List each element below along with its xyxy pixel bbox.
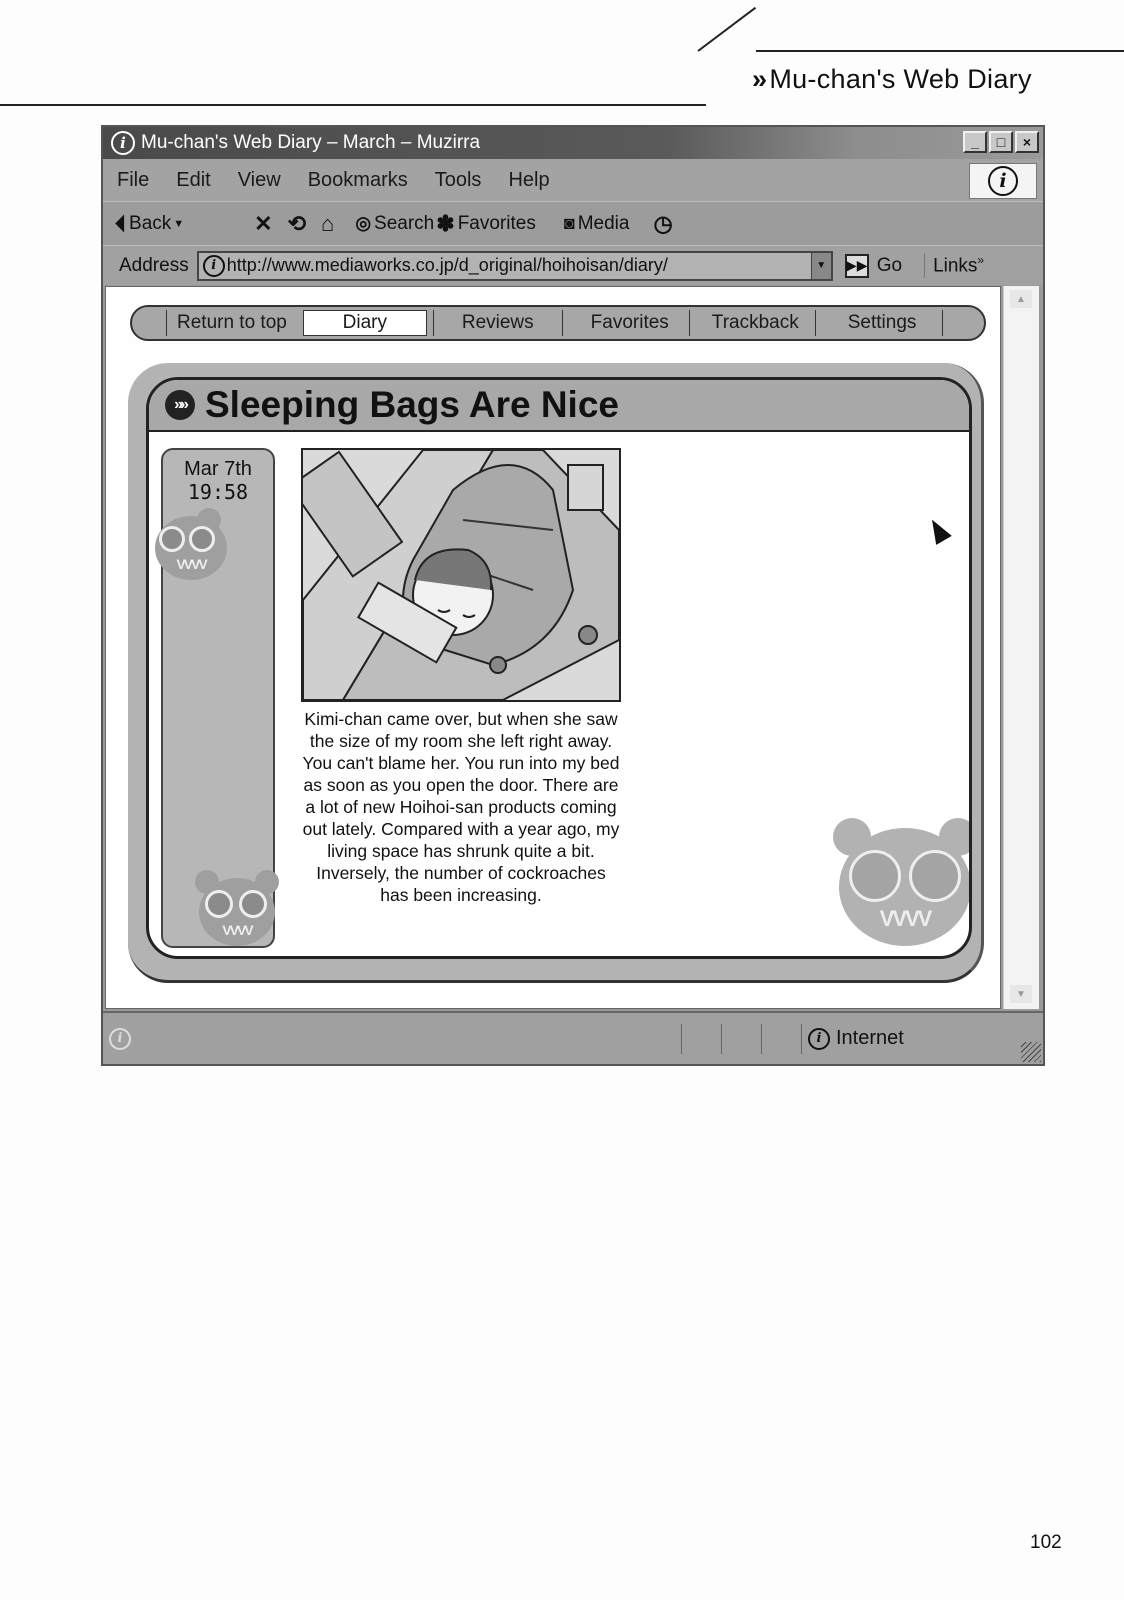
- scroll-up-icon[interactable]: ▲: [1010, 290, 1032, 308]
- menu-file[interactable]: File: [117, 168, 150, 191]
- mascot-teeth: VVVV: [176, 556, 206, 573]
- home-icon: ⌂: [321, 210, 335, 236]
- mascot-eye: [849, 850, 901, 902]
- page-viewport: [105, 286, 1001, 1009]
- navigation-toolbar: [103, 201, 1043, 245]
- entry-header: [149, 380, 969, 432]
- diary-entry-frame: [128, 363, 984, 983]
- mouse-cursor-icon: [924, 515, 952, 545]
- maximize-button[interactable]: □: [989, 131, 1013, 153]
- mascot-eye: [159, 526, 185, 552]
- entry-date-column: [161, 448, 275, 948]
- nav-reviews[interactable]: Reviews: [433, 310, 562, 336]
- status-cell: [761, 1024, 801, 1054]
- page-favicon-icon: i: [203, 255, 225, 277]
- links-button[interactable]: [924, 253, 984, 277]
- go-button[interactable]: [845, 254, 902, 278]
- back-label: Back: [129, 212, 172, 234]
- media-button[interactable]: [564, 213, 630, 235]
- muzirra-logo-large-icon: i: [988, 166, 1018, 196]
- mascot-eye: [205, 890, 233, 918]
- home-button[interactable]: [321, 211, 337, 237]
- history-button[interactable]: [653, 211, 675, 237]
- title-bar[interactable]: [103, 127, 1043, 159]
- window-title: Mu-chan's Web Diary – March – Muzirra: [141, 132, 481, 153]
- favorites-label: Favorites: [457, 212, 536, 234]
- mascot-eye: [909, 850, 961, 902]
- status-cell: [681, 1024, 721, 1054]
- menu-help[interactable]: Help: [508, 168, 550, 191]
- address-input[interactable]: [197, 251, 833, 281]
- media-icon: ◙: [563, 213, 575, 233]
- address-url: http://www.mediaworks.co.jp/d_original/hoihoisan/diary/: [226, 255, 668, 275]
- history-clock-icon: ◷: [653, 210, 673, 236]
- back-button[interactable]: [115, 211, 184, 237]
- entry-title: Sleeping Bags Are Nice: [205, 384, 619, 425]
- address-bar: [103, 245, 1043, 285]
- entry-body-text: Kimi-chan came over, but when she saw the size of my room she left right away. You can't blame her. You run into my bed as soon as you open the door. There are a lot of new Hoihoi-san products coming out lately. Compared with a year ago, my living space has shrunk quite a bit. Inversely, the number of cockroaches has been increasing.: [302, 709, 620, 905]
- address-dropdown-icon[interactable]: ▼: [811, 253, 831, 279]
- nav-settings[interactable]: Settings: [815, 310, 944, 336]
- status-page-icon: i: [109, 1028, 131, 1050]
- mascot-watermark-icon: [839, 828, 971, 946]
- media-label: Media: [577, 212, 630, 234]
- mascot-ear: [939, 818, 972, 856]
- search-button[interactable]: [355, 213, 434, 235]
- entry-illustration[interactable]: [301, 448, 621, 702]
- page-header-title: [752, 64, 1032, 95]
- favorites-button[interactable]: [436, 211, 536, 237]
- go-label: Go: [876, 254, 903, 276]
- menu-bookmarks[interactable]: Bookmarks: [307, 168, 408, 191]
- zone-label: Internet: [836, 1027, 904, 1049]
- links-label: Links: [933, 255, 978, 277]
- entry-date: Mar 7th: [184, 458, 252, 480]
- window-controls: [963, 131, 1039, 153]
- browser-throbber: [969, 163, 1037, 199]
- menu-tools[interactable]: Tools: [434, 168, 482, 191]
- entry-bullet-icon: »»: [165, 390, 195, 420]
- nav-return-to-top[interactable]: Return to top: [166, 310, 297, 336]
- header-rule-slash: [697, 7, 756, 52]
- links-chevron-icon: »: [977, 253, 985, 268]
- diary-entry: [146, 377, 972, 959]
- resize-grip-icon[interactable]: [1021, 1042, 1041, 1062]
- security-zone: [801, 1024, 904, 1054]
- mascot-bottom-icon: [199, 878, 275, 946]
- back-dropdown-icon[interactable]: ▼: [173, 217, 185, 230]
- menu-view[interactable]: View: [237, 168, 281, 191]
- double-chevron-icon: »: [752, 64, 768, 94]
- sleeping-bag-drawing: [303, 450, 619, 700]
- mascot-teeth: VVVV: [222, 921, 252, 938]
- nav-favorites[interactable]: Favorites: [562, 310, 689, 336]
- header-rule-left: [0, 104, 706, 106]
- zone-icon: i: [808, 1028, 830, 1050]
- header-rule-right: [756, 50, 1124, 52]
- back-arrow-icon: ⏴: [115, 210, 127, 236]
- muzirra-logo-icon: i: [111, 131, 135, 155]
- stop-icon: ✕: [254, 210, 273, 236]
- go-arrow-icon: ▶▶: [845, 254, 869, 278]
- refresh-button[interactable]: [288, 211, 309, 237]
- vertical-scrollbar[interactable]: [1003, 286, 1039, 1009]
- menu-edit[interactable]: Edit: [176, 168, 211, 191]
- mascot-teeth: VVVV: [879, 905, 931, 931]
- status-cell: [721, 1024, 761, 1054]
- refresh-icon: ⟲: [287, 210, 307, 236]
- nav-trackback[interactable]: Trackback: [689, 310, 815, 336]
- close-button[interactable]: ×: [1015, 131, 1039, 153]
- site-navigation: [130, 305, 986, 341]
- mascot-ear: [833, 818, 871, 856]
- mascot-top-icon: [155, 516, 227, 580]
- status-bar: [103, 1011, 1043, 1064]
- menu-bar: [103, 159, 1043, 201]
- address-label: Address: [119, 254, 189, 276]
- eye-icon: ◎: [355, 213, 372, 233]
- page-number: 102: [1030, 1532, 1062, 1553]
- minimize-button[interactable]: _: [963, 131, 987, 153]
- flower-icon: ✽: [436, 210, 455, 236]
- scroll-down-icon[interactable]: ▼: [1010, 985, 1032, 1003]
- mascot-eye: [189, 526, 215, 552]
- stop-button[interactable]: [254, 211, 275, 237]
- browser-window: [101, 125, 1045, 1066]
- search-label: Search: [374, 212, 435, 234]
- entry-time: 19:58: [187, 480, 249, 504]
- mascot-eye: [239, 890, 267, 918]
- nav-diary[interactable]: Diary: [303, 310, 427, 336]
- page-header-text: Mu-chan's Web Diary: [769, 64, 1032, 94]
